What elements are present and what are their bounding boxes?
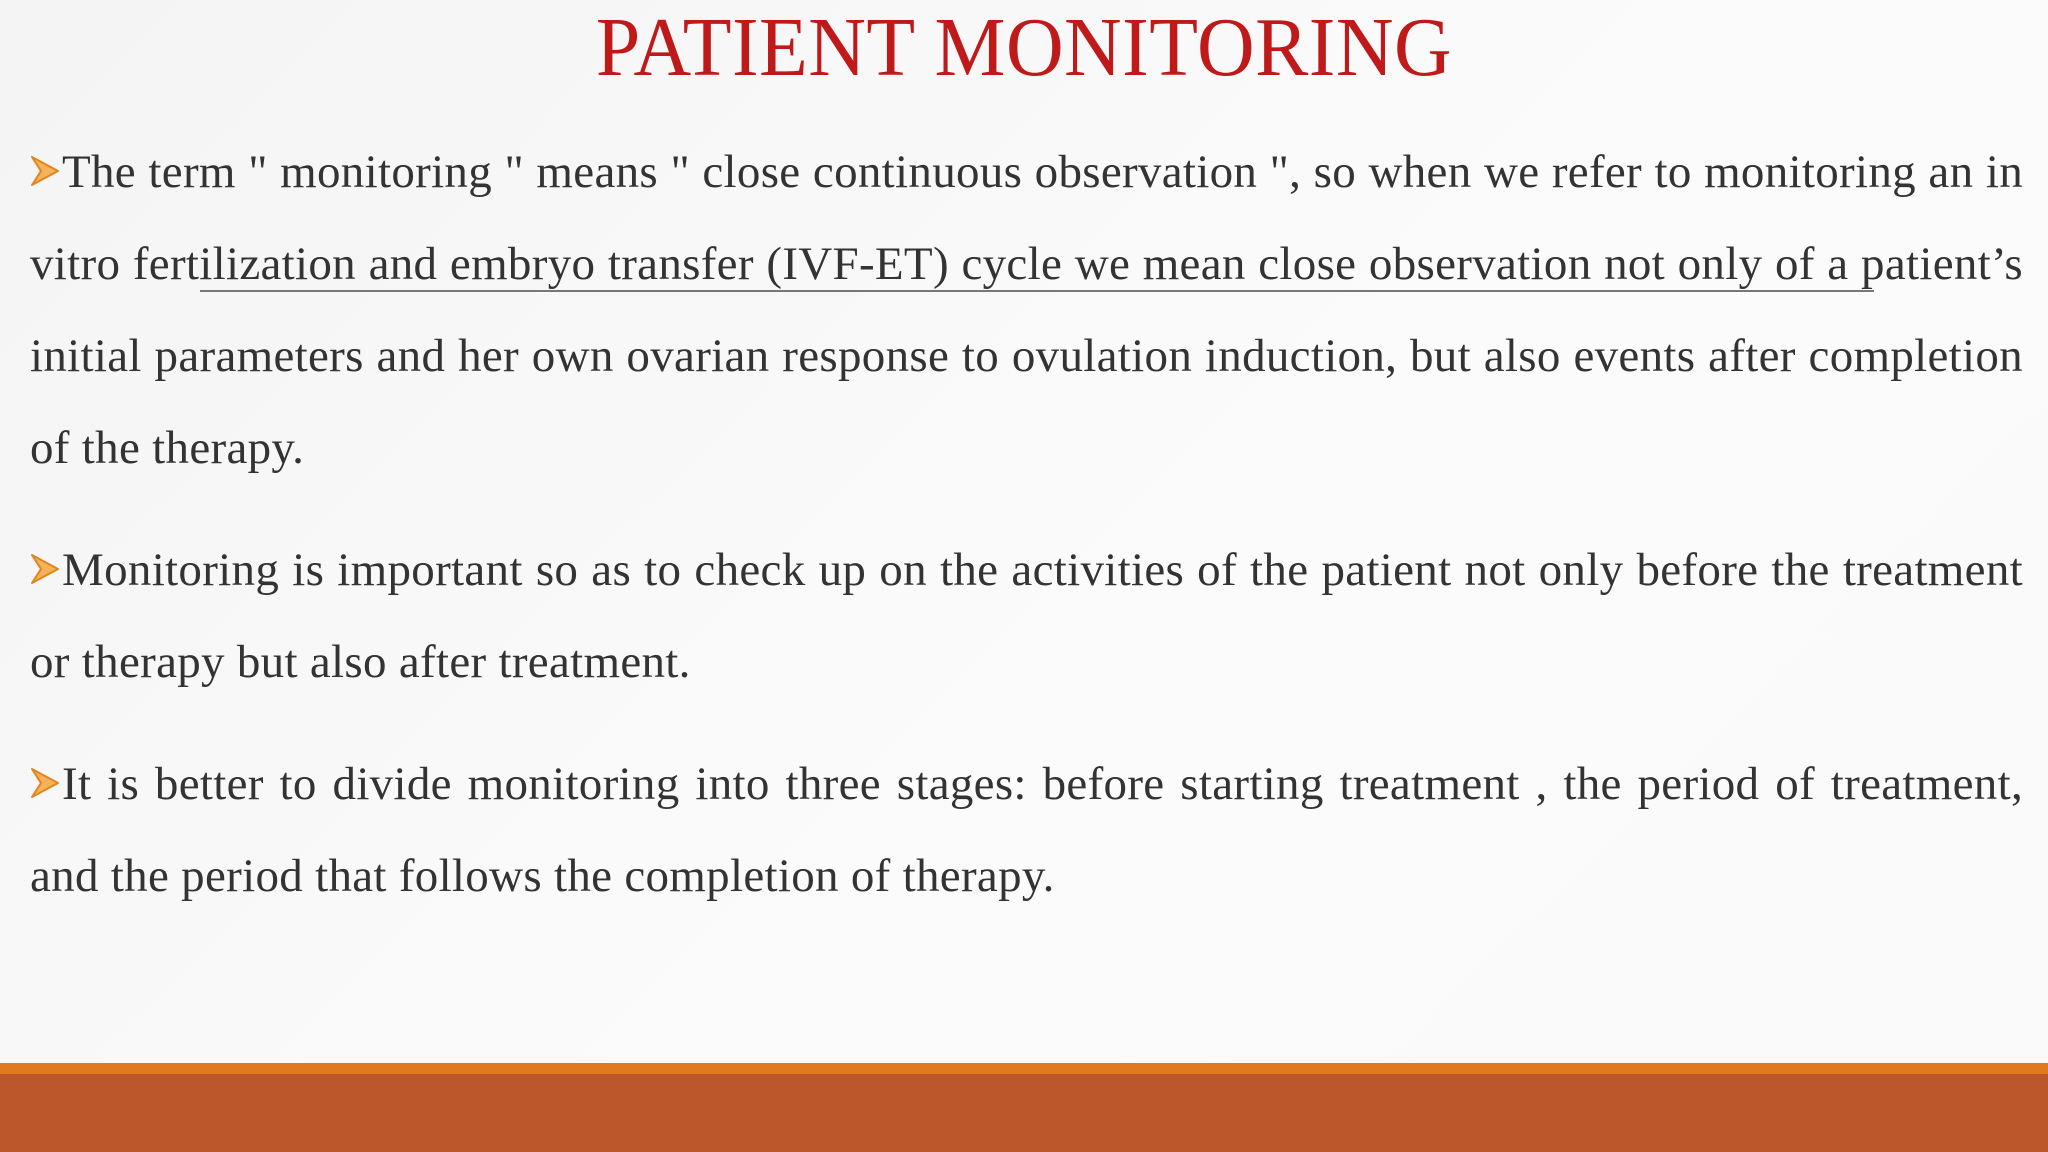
text-underline (200, 290, 1874, 292)
footer-stripe (0, 1063, 2048, 1074)
bullet-text: Monitoring is important so as to check up on the activities of the patient not only before the treatment or therapy but also after treatment. (30, 544, 2023, 688)
footer-band (0, 1074, 2048, 1152)
slide-title: PATIENT MONITORING (595, 1, 1453, 94)
bullet-point (30, 524, 2023, 708)
bullet-text: The term " monitoring " means " close continuous observation ", so when we refer to monitoring an in vitro fertilization and embryo transfer (IVF-ET) cycle we mean close observation not only of a patient’s initial parameters and her own ovarian response to ovulation induction, but also events after completion of the therapy. (30, 146, 2023, 474)
arrow-right-icon (30, 551, 60, 587)
arrow-right-icon (30, 153, 60, 189)
bullet-point (30, 738, 2023, 922)
bullet-text: It is better to divide monitoring into three stages: before starting treatment , the period of treatment, and the period that follows the completion of therapy. (30, 758, 2023, 902)
slide-content (30, 126, 2023, 922)
bullet-point (30, 126, 2023, 494)
arrow-right-icon (30, 765, 60, 801)
